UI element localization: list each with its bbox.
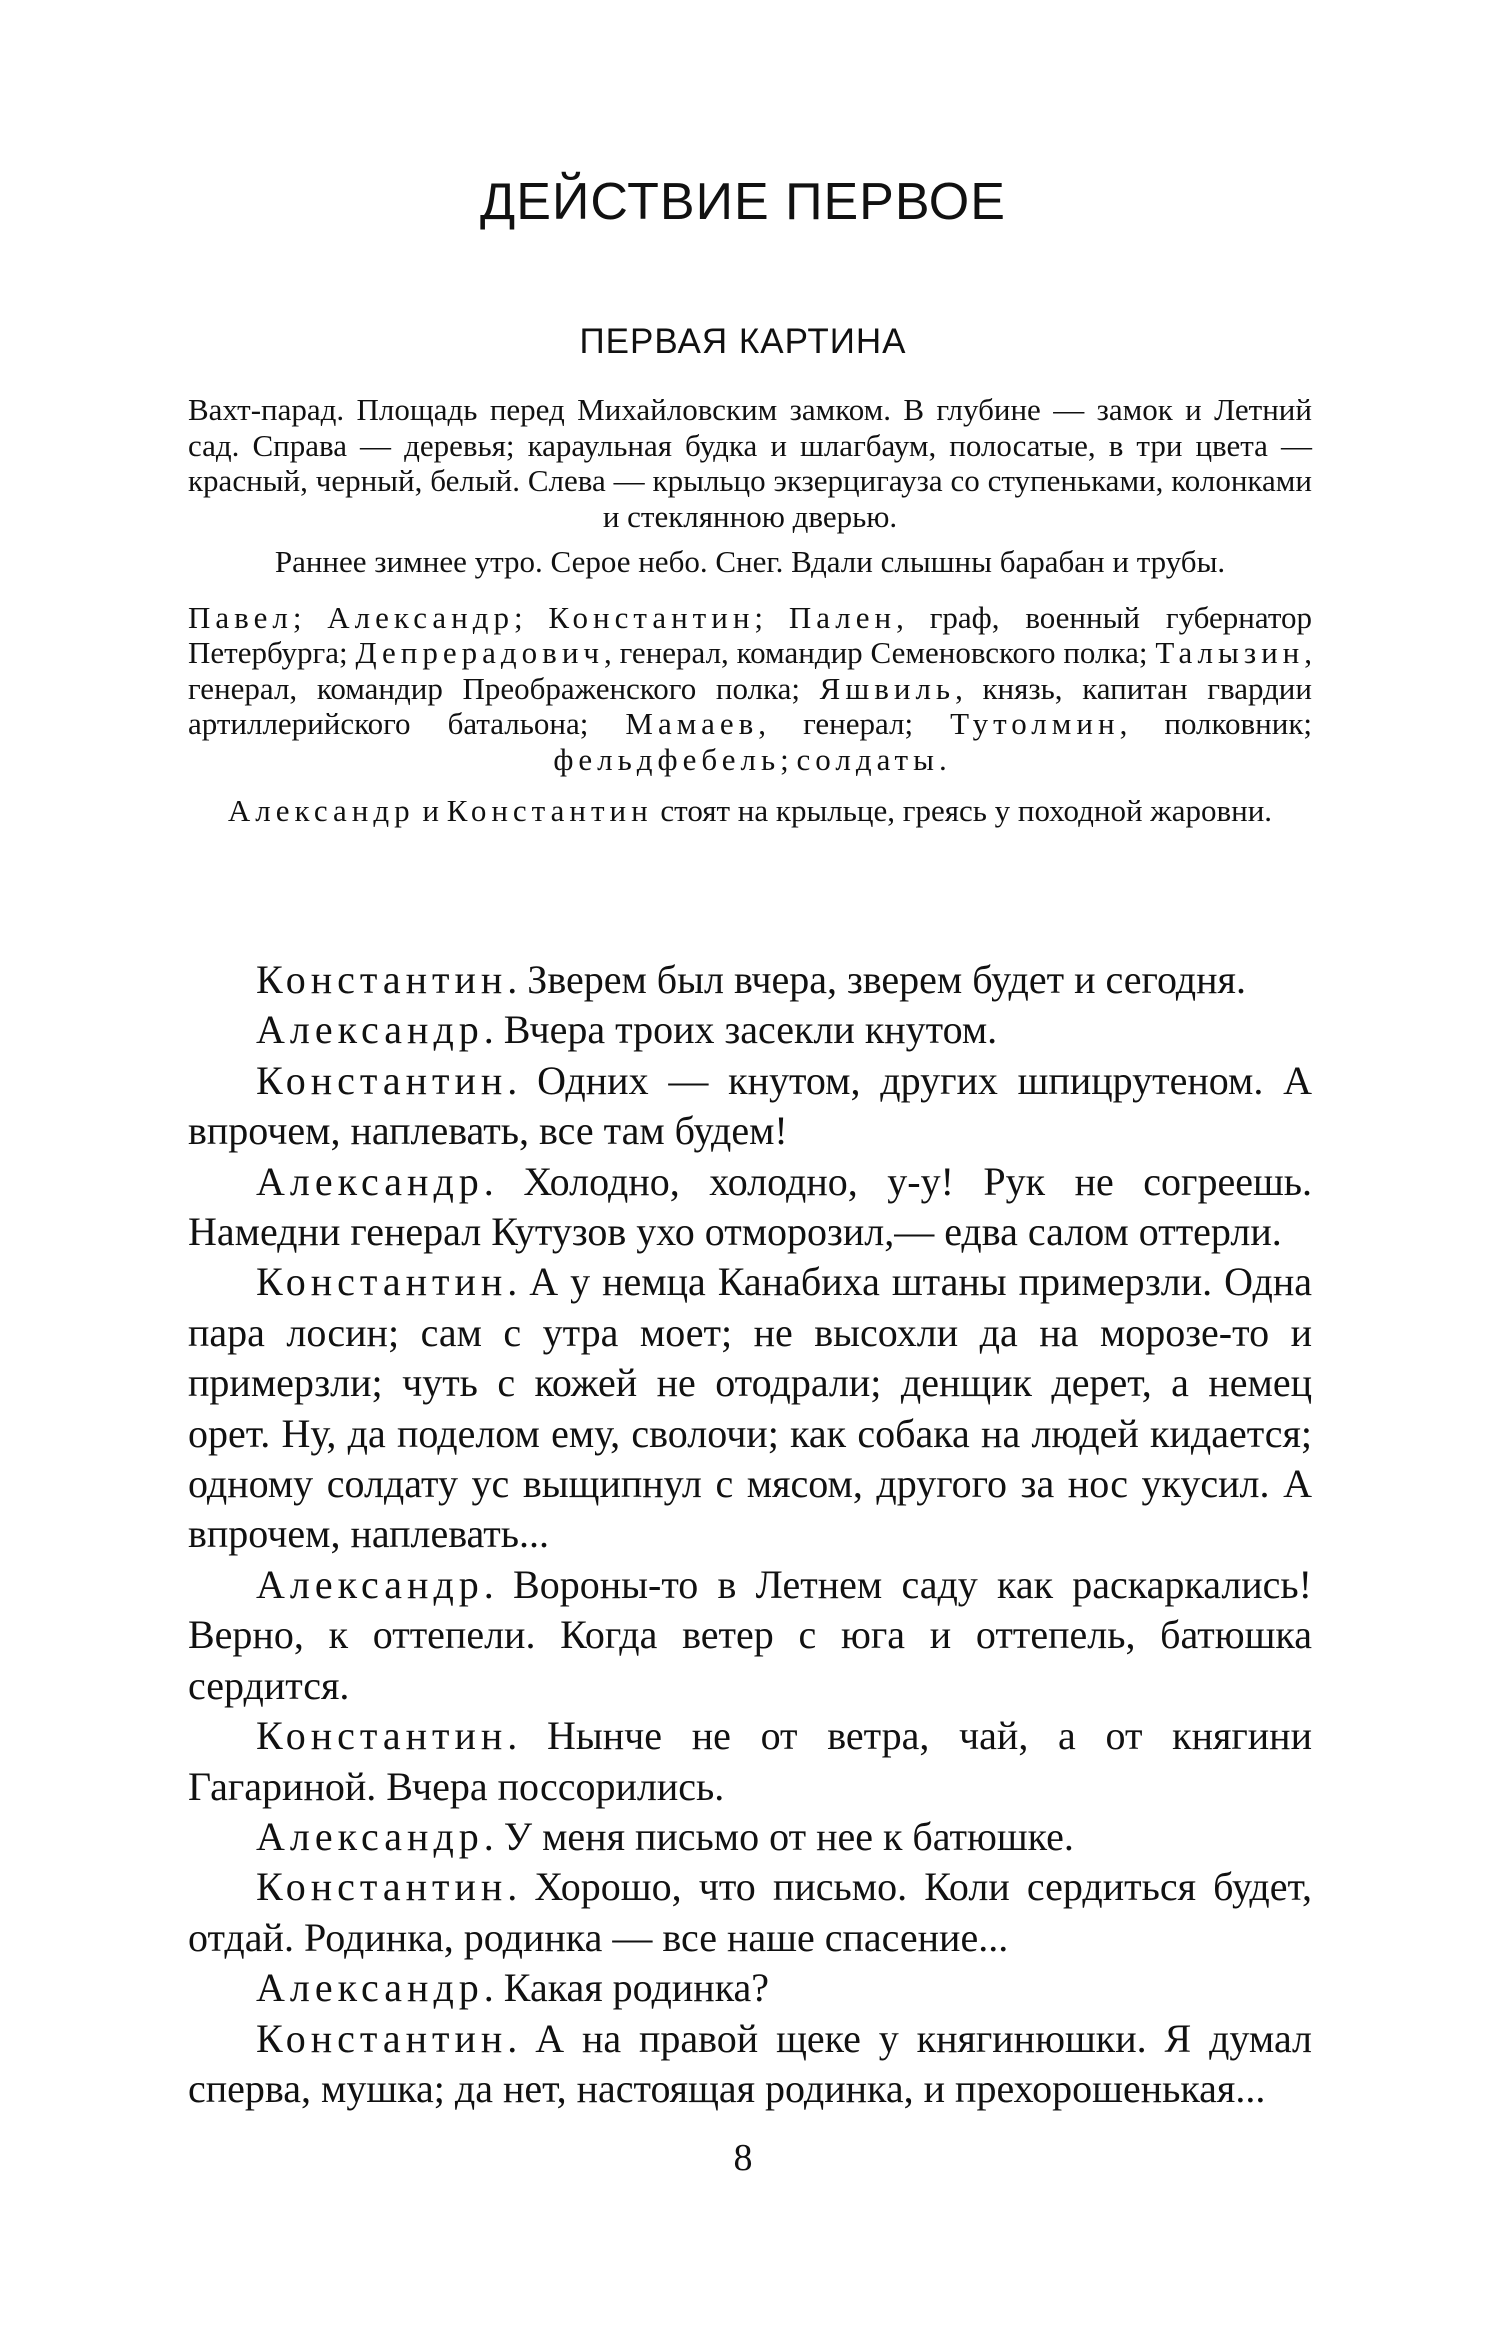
speaker-name: Константин (256, 1057, 508, 1103)
cast-name: фельдфебель (553, 741, 781, 777)
speaker-name: Александр (256, 1007, 484, 1053)
cast-name: Мамаев (625, 706, 759, 741)
cast-member: Мамаев, генерал; (625, 706, 951, 741)
cast-description: генерал (803, 706, 905, 741)
cast-name: Павел (188, 599, 293, 635)
speech-text: А у немца Канабиха штаны примерзли. Одна пара лосин; сам с утра моет; не высохли да на морозе-то и примерзли; чуть с кожей не отодрали; денщик дерет, а немец орет. Ну, да поделом ему, сволочи; как собака на людей кидается; одному солдату ус выщипнул с мясом, другого за нос укусил. А впрочем, наплевать... (188, 1259, 1313, 1557)
dialogue-line: Константин. Одних — кнутом, других шпицрутеном. А впрочем, наплевать, все там будем! (188, 1057, 1313, 1154)
stage-directions (188, 392, 1312, 839)
speaker-name: Александр (256, 1965, 484, 2011)
cast-name: Пален (788, 599, 897, 635)
cast-description: генерал, командир Семеновского полка (619, 635, 1139, 670)
dialogue-line: Александр. Вчера троих засекли кнутом. (256, 1007, 998, 1053)
dialogue-line: Константин. Нынче не от ветра, чай, а от княгини Гагариной. Вчера поссорились. (188, 1713, 1312, 1809)
cast-name: Тутолмин (950, 706, 1120, 741)
cast-name: Александр (327, 599, 514, 635)
time-description: Раннее зимнее утро. Серое небо. Снег. Вдали слышны барабан и трубы. (274, 544, 1226, 579)
cast-member: Константин; (548, 599, 789, 635)
speaker-name: Александр (256, 1813, 484, 1859)
cast-member: Пален, граф, военный губернатор Петербурга; (188, 599, 1312, 670)
cast-member: Александр; (327, 599, 549, 635)
speech-text: Зверем был вчера, зверем будет и сегодня. (527, 957, 1246, 1002)
speaker-name: Александр (256, 1158, 484, 1204)
speaker-name: Константин (256, 1864, 508, 1910)
cast-description: генерал, командир Преображенского полка (188, 670, 792, 706)
cast-member: Талызин, генерал, командир Преображенского полка; (188, 635, 1312, 706)
cast-name: Яшвиль (819, 670, 956, 706)
speech-text: Вороны-то в Летнем саду как раскаркались! Верно, к оттепели. Когда ветер с юга и оттепель, батюшка сердится. (188, 1561, 1312, 1708)
scene-intro: Александр и Константин стоят на крыльце, греясь у походной жаровни. (227, 793, 1273, 828)
cast-member: Депрерадович, генерал, командир Семеновского полка; (355, 635, 1156, 670)
speech-text: Нынче не от ветра, чай, а от княгини Гагариной. Вчера поссорились. (188, 1713, 1312, 1809)
speaker-name: Александр (256, 1561, 484, 1607)
cast-name: Депрерадович (355, 635, 604, 670)
cast-name: Талызин (1155, 635, 1305, 670)
cast-description: полковник (1164, 706, 1304, 741)
speaker-name: Константин (256, 957, 508, 1002)
speech-text: Вчера троих засекли кнутом. (503, 1007, 998, 1053)
speaker-name: Константин (256, 1259, 508, 1305)
cast-member: Тутолмин, полковник; (950, 706, 1312, 741)
cast-name: солдаты (796, 741, 939, 777)
speech-text: Одних — кнутом, других шпицрутеном. А впрочем, наплевать, все там будем! (188, 1057, 1313, 1154)
cast-member: солдаты. (796, 741, 947, 777)
speech-text: Хорошо, что письмо. Коли сердиться будет, отдай. Родинка, родинка — все наше спасение... (188, 1864, 1312, 1960)
intro-name: Александр (227, 793, 415, 828)
dialogue-line: Константин. Зверем был вчера, зверем будет и сегодня. (256, 957, 1246, 1002)
cast-name: Константин (548, 599, 755, 635)
cast-description: князь, капитан гвардии артиллерийского батальона (188, 670, 1312, 741)
dialogue-line: Александр. У меня письмо от нее к батюшке. (256, 1813, 1074, 1859)
dialogue-line: Константин. Хорошо, что письмо. Коли сердиться будет, отдай. Родинка, родинка — все наше спасение... (188, 1864, 1312, 1960)
cast-member: Павел; (188, 599, 328, 635)
speech-text: У меня письмо от нее к батюшке. (503, 1813, 1074, 1859)
dialogue-line: Константин. А на правой щеке у княгинюшки. Я думал сперва, мушка; да нет, настоящая родинка, и прехорошенькая... (188, 2015, 1313, 2111)
page-number: 8 (733, 2137, 753, 2179)
speaker-name: Константин (256, 2015, 508, 2061)
cast-member: фельдфебель; (553, 741, 797, 777)
scene-title: ПЕРВАЯ КАРТИНА (579, 322, 907, 361)
cast-description: граф, военный губернатор Петербурга (188, 599, 1312, 670)
dialogue (188, 955, 1312, 2114)
dialogue-line: Константин. А у немца Канабиха штаны примерзли. Одна пара лосин; сам с утра моет; не высохли да на морозе-то и примерзли; чуть с кожей не отодрали; денщик дерет, а немец орет. Ну, да поделом ему, сволочи; как собака на людей кидается; одному солдату ус выщипнул с мясом, другого за нос укусил. А впрочем, наплевать... (188, 1259, 1313, 1557)
dialogue-line: Александр. Какая родинка? (256, 1965, 770, 2011)
speech-text: А на правой щеке у княгинюшки. Я думал сперва, мушка; да нет, настоящая родинка, и прехорошенькая... (188, 2015, 1313, 2111)
dialogue-line: Александр. Вороны-то в Летнем саду как раскаркались! Верно, к оттепели. Когда ветер с юга и оттепель, батюшка сердится. (188, 1561, 1312, 1708)
intro-text: стоят на крыльце, греясь у походной жаровни. (660, 793, 1273, 828)
cast-member: Яшвиль, князь, капитан гвардии артиллерийского батальона; (188, 670, 1312, 741)
dialogue-line: Александр. Холодно, холодно, у-у! Рук не согреешь. Намедни генерал Кутузов ухо отморозил,— едва салом оттерли. (188, 1158, 1312, 1255)
setting-description: Вахт-парад. Площадь перед Михайловским замком. В глубине — замок и Летний сад. Справа — деревья; караульная будка и шлагбаум, полосатые, в три цвета — красный, черный, белый. Слева — крыльцо экзерцигауза со ступеньками, колонками и стеклянною дверью. (188, 392, 1312, 534)
cast-list (188, 600, 1312, 778)
act-title: ДЕЙСТВИЕ ПЕРВОЕ (480, 173, 1006, 231)
speaker-name: Константин (256, 1713, 508, 1759)
speech-text: Какая родинка? (503, 1965, 770, 2011)
intro-name: Константин (446, 793, 653, 828)
speech-text: Холодно, холодно, у-у! Рук не согреешь. Намедни генерал Кутузов ухо отморозил,— едва салом оттерли. (188, 1158, 1312, 1255)
